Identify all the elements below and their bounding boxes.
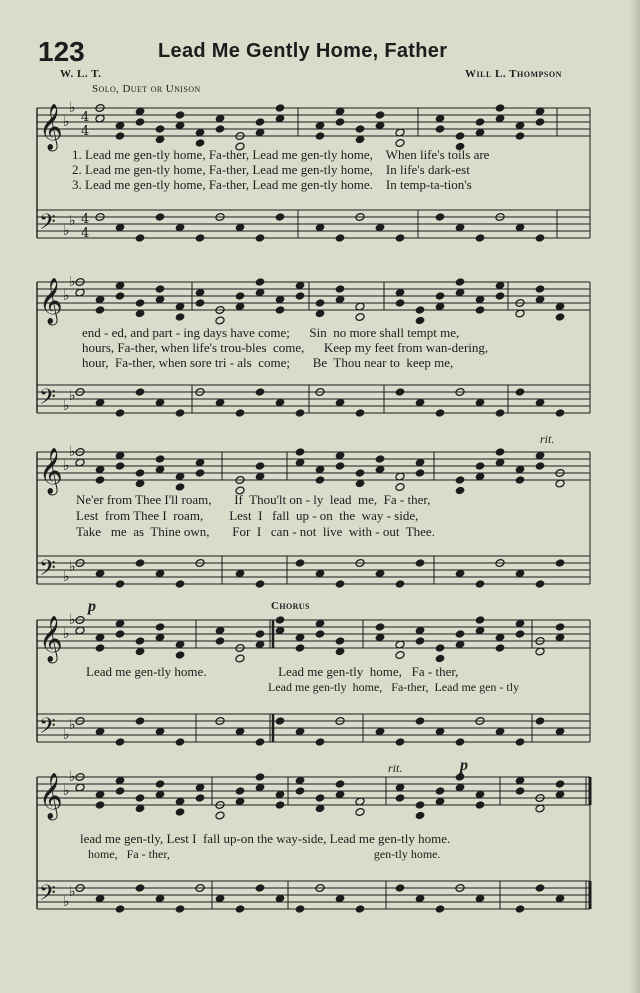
note-head	[115, 409, 125, 418]
note-head	[275, 801, 285, 810]
note-head	[495, 644, 505, 653]
note-head	[395, 651, 405, 660]
note-head	[495, 448, 505, 457]
note-head	[355, 808, 365, 817]
clef-symbol: 𝄞	[39, 104, 63, 150]
performance-note: Solo, Duet or Unison	[92, 83, 201, 95]
note-head	[255, 234, 265, 243]
dynamic-piano: p	[460, 757, 468, 774]
clef-symbol: ♭	[63, 288, 70, 304]
note-head	[195, 299, 205, 308]
note-head	[155, 125, 165, 134]
note-head	[155, 285, 165, 294]
note-head	[95, 306, 105, 315]
clef-symbol: 𝄞	[39, 448, 63, 494]
note-head	[375, 623, 385, 632]
note-head	[515, 738, 525, 747]
note-head	[315, 738, 325, 747]
note-head	[355, 125, 365, 134]
dynamic-piano: p	[88, 598, 96, 615]
note-head	[295, 559, 305, 568]
clef-symbol: ♭	[69, 274, 76, 290]
lyric-line: Take me as Thine own, For I can - not live with - out Thee.	[76, 524, 435, 539]
clef-symbol: 𝄢	[39, 881, 56, 911]
note-head	[175, 651, 185, 660]
note-head	[535, 462, 545, 471]
note-head	[295, 905, 305, 914]
clef-symbol: ♭	[63, 626, 70, 642]
note-head	[215, 637, 225, 646]
note-head	[135, 637, 145, 646]
note-head	[535, 118, 545, 127]
note-head	[255, 773, 265, 782]
clef-symbol: 𝄢	[39, 556, 56, 586]
note-head	[355, 469, 365, 478]
note-head	[475, 306, 485, 315]
note-head	[475, 462, 485, 471]
note-head	[395, 234, 405, 243]
note-head	[475, 118, 485, 127]
note-head	[415, 811, 425, 820]
note-head	[375, 111, 385, 120]
note-head	[295, 292, 305, 301]
note-head	[335, 462, 345, 471]
note-head	[555, 780, 565, 789]
note-head	[155, 455, 165, 464]
note-head	[355, 905, 365, 914]
note-head	[435, 654, 445, 663]
lyric-line: 2. Lead me gen-tly home, Fa-ther, Lead me gen-tly home, In life's dark-est	[72, 162, 470, 177]
note-head	[515, 132, 525, 141]
note-head	[135, 717, 145, 726]
note-head	[335, 580, 345, 589]
note-head	[475, 801, 485, 810]
note-head	[175, 580, 185, 589]
note-head	[435, 292, 445, 301]
note-head	[415, 801, 425, 810]
note-head	[275, 213, 285, 222]
note-head	[415, 717, 425, 726]
note-head	[235, 905, 245, 914]
note-head	[175, 808, 185, 817]
note-head	[435, 409, 445, 418]
lyric-line: end - ed, and part - ing days have come; Sin no more shall tempt me,	[82, 325, 460, 340]
note-head	[335, 234, 345, 243]
note-head	[535, 234, 545, 243]
clef-symbol: 4	[81, 124, 90, 139]
note-head	[335, 285, 345, 294]
note-head	[455, 278, 465, 287]
clef-symbol: ♭	[69, 884, 76, 900]
lyric-line: home, Fa - ther, gen-tly home.	[88, 847, 441, 861]
note-head	[295, 787, 305, 796]
note-head	[315, 794, 325, 803]
note-head	[355, 409, 365, 418]
clef-symbol: 4	[81, 226, 90, 241]
ritardando-marking: rit.	[540, 432, 555, 446]
clef-symbol: ♭	[63, 569, 70, 585]
note-head	[115, 292, 125, 301]
note-head	[395, 580, 405, 589]
note-head	[95, 476, 105, 485]
note-head	[255, 278, 265, 287]
note-head	[435, 125, 445, 134]
note-head	[435, 787, 445, 796]
note-head	[315, 132, 325, 141]
note-head	[515, 905, 525, 914]
note-head	[235, 409, 245, 418]
note-head	[435, 644, 445, 653]
note-head	[175, 111, 185, 120]
note-head	[155, 213, 165, 222]
note-head	[135, 299, 145, 308]
note-head	[175, 738, 185, 747]
note-head	[295, 644, 305, 653]
lyric-line: Lead me gen-tly home, Fa-ther, Lead me gen - tly	[268, 680, 520, 694]
note-head	[415, 316, 425, 325]
clef-symbol: 𝄞	[39, 616, 63, 662]
note-head	[215, 811, 225, 820]
note-head	[275, 717, 285, 726]
note-head	[135, 559, 145, 568]
note-head	[215, 125, 225, 134]
note-head	[135, 469, 145, 478]
note-head	[555, 313, 565, 322]
lyric-line: hours, Fa-ther, when life's trou-bles come, Keep my feet from wan-dering,	[82, 340, 489, 355]
note-head	[95, 801, 105, 810]
note-head	[135, 234, 145, 243]
note-head	[195, 469, 205, 478]
lyric-line: lead me gen-tly, Lest I fall up-on the way-side, Lead me gen-tly home.	[80, 831, 451, 846]
note-head	[515, 787, 525, 796]
note-head	[195, 794, 205, 803]
note-head	[175, 313, 185, 322]
ritardando-marking: rit.	[388, 761, 403, 775]
note-head	[435, 905, 445, 914]
note-head	[435, 213, 445, 222]
lyricist: W. L. T.	[60, 68, 102, 80]
note-head	[275, 104, 285, 113]
note-head	[415, 306, 425, 315]
lyric-line: 3. Lead me gen-tly home, Fa-ther, Lead me gen-tly home. In temp-ta-tion's	[72, 177, 472, 192]
clef-symbol: ♭	[69, 612, 76, 628]
lyric-line: Ne'er from Thee I'll roam, If Thou'lt on - ly lead me, Fa - ther,	[76, 492, 431, 507]
note-head	[295, 409, 305, 418]
clef-symbol: 4	[81, 212, 90, 227]
note-head	[355, 313, 365, 322]
note-head	[475, 616, 485, 625]
note-head	[195, 234, 205, 243]
note-head	[95, 644, 105, 653]
note-head	[135, 884, 145, 893]
note-head	[495, 292, 505, 301]
note-head	[495, 409, 505, 418]
note-head	[495, 104, 505, 113]
note-head	[315, 476, 325, 485]
note-head	[535, 717, 545, 726]
note-head	[455, 486, 465, 495]
clef-symbol: ♭	[69, 444, 76, 460]
note-head	[395, 794, 405, 803]
note-head	[255, 738, 265, 747]
clef-symbol: 𝄢	[39, 385, 56, 415]
note-head	[115, 905, 125, 914]
note-head	[235, 787, 245, 796]
note-head	[115, 787, 125, 796]
note-head	[275, 616, 285, 625]
note-head	[255, 884, 265, 893]
note-head	[135, 388, 145, 397]
note-head	[275, 306, 285, 315]
note-head	[255, 462, 265, 471]
note-head	[395, 388, 405, 397]
clef-symbol: ♭	[69, 213, 76, 229]
note-head	[255, 580, 265, 589]
clef-symbol: ♭	[63, 783, 70, 799]
note-head	[255, 630, 265, 639]
clef-symbol: ♭	[69, 769, 76, 785]
note-head	[315, 299, 325, 308]
clef-symbol: ♭	[69, 100, 76, 116]
note-head	[115, 630, 125, 639]
clef-symbol: ♭	[63, 894, 70, 910]
clef-symbol: ♭	[69, 559, 76, 575]
note-head	[475, 580, 485, 589]
note-head	[395, 738, 405, 747]
clef-symbol: ♭	[63, 398, 70, 414]
note-head	[235, 292, 245, 301]
note-head	[455, 738, 465, 747]
clef-symbol: ♭	[69, 717, 76, 733]
chorus-marking: Chorus	[271, 600, 310, 612]
note-head	[515, 630, 525, 639]
note-head	[395, 884, 405, 893]
note-head	[455, 132, 465, 141]
note-head	[475, 234, 485, 243]
note-head	[415, 637, 425, 646]
note-head	[555, 409, 565, 418]
note-head	[335, 637, 345, 646]
note-head	[415, 469, 425, 478]
note-head	[115, 132, 125, 141]
note-head	[335, 118, 345, 127]
clef-symbol: 𝄞	[39, 278, 63, 324]
clef-symbol: ♭	[63, 727, 70, 743]
page-edge-shadow	[630, 0, 640, 993]
note-head	[155, 780, 165, 789]
note-head	[535, 884, 545, 893]
lyric-line: Lest from Thee I roam, Lest I fall up - on the way - side,	[76, 508, 419, 523]
note-head	[175, 905, 185, 914]
note-head	[395, 299, 405, 308]
clef-symbol: 𝄢	[39, 210, 56, 240]
note-head	[335, 780, 345, 789]
clef-symbol: ♭	[69, 388, 76, 404]
note-head	[135, 118, 145, 127]
clef-symbol: ♭	[63, 458, 70, 474]
note-head	[215, 316, 225, 325]
note-head	[375, 455, 385, 464]
note-head	[455, 630, 465, 639]
composer: Will L. Thompson	[465, 68, 562, 80]
note-head	[115, 462, 125, 471]
note-head	[515, 388, 525, 397]
note-head	[395, 483, 405, 492]
note-head	[155, 623, 165, 632]
clef-symbol: 𝄞	[39, 773, 63, 819]
note-head	[295, 448, 305, 457]
note-head	[535, 285, 545, 294]
hymn-title: Lead Me Gently Home, Father	[158, 40, 448, 62]
note-head	[115, 580, 125, 589]
hymn-number: 123	[38, 36, 85, 67]
note-head	[555, 623, 565, 632]
note-head	[175, 409, 185, 418]
clef-symbol: ♭	[63, 114, 70, 130]
note-head	[135, 794, 145, 803]
note-head	[515, 476, 525, 485]
lyric-line: Lead me gen-tly home. Lead me gen-tly home, Fa - ther,	[86, 664, 459, 679]
lyric-line: hour, Fa-ther, when sore tri - als come; Be Thou near to keep me,	[82, 355, 454, 370]
note-head	[315, 630, 325, 639]
note-head	[555, 559, 565, 568]
lyric-line: 1. Lead me gen-tly home, Fa-ther, Lead me gen-tly home, When life's toils are	[72, 147, 490, 162]
note-head	[235, 654, 245, 663]
note-head	[255, 118, 265, 127]
note-head	[415, 559, 425, 568]
note-head	[455, 476, 465, 485]
note-head	[255, 388, 265, 397]
note-head	[175, 483, 185, 492]
note-head	[535, 580, 545, 589]
clef-symbol: ♭	[63, 223, 70, 239]
clef-symbol: 4	[81, 110, 90, 125]
note-head	[115, 738, 125, 747]
clef-symbol: 𝄢	[39, 714, 56, 744]
